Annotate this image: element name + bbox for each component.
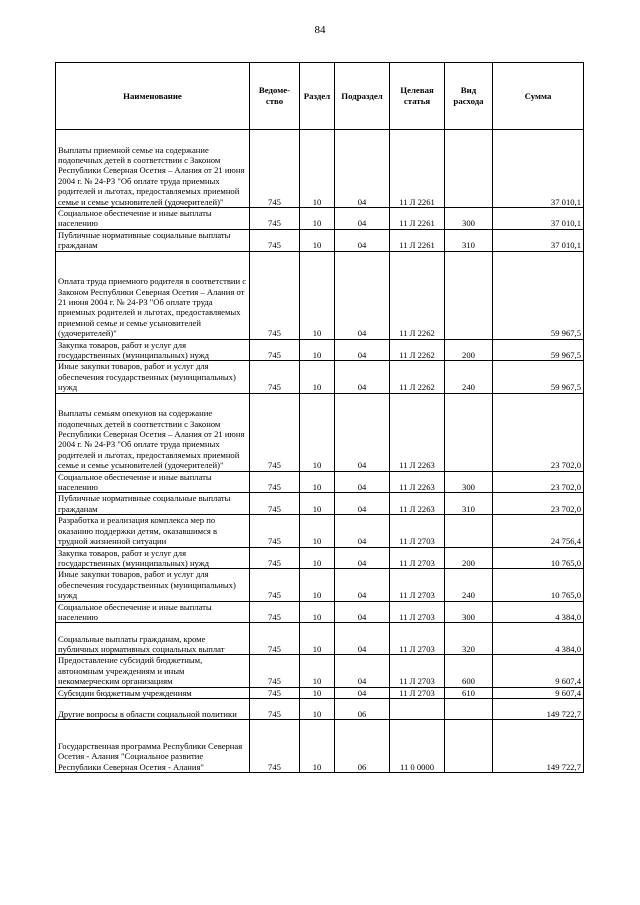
row-expense-type-cell: 300 (445, 601, 493, 623)
row-name-cell: Социальное обеспечение и иные выплаты населению (56, 471, 250, 493)
row-expense-type-cell (445, 515, 493, 547)
row-name-cell: Оплата труда приемного родителя в соответствии с Законом Республики Северная Осетия – Алания от 21 июня 2004 г. № 24-РЗ "Об оплате труда приемных родителей и льготах, предоставляемых приемной семье и семье усыновителей (удочерителей)" (56, 251, 250, 339)
row-name-cell: Субсидии бюджетным учреждениям (56, 687, 250, 698)
row-section-cell: 10 (300, 208, 335, 230)
row-amount-cell: 59 967,5 (493, 361, 584, 393)
row-department-cell: 745 (250, 719, 300, 772)
row-name-cell: Государственная программа Республики Северная Осетия - Алания "Социальное развитие Республики Северная Осетия - Алания" (56, 719, 250, 772)
row-section-cell: 10 (300, 623, 335, 655)
row-subsection-cell: 04 (335, 471, 390, 493)
row-article-cell: 11 Л 2703 (390, 623, 445, 655)
row-section-cell: 10 (300, 361, 335, 393)
row-subsection-cell: 04 (335, 493, 390, 515)
row-section-cell: 10 (300, 229, 335, 251)
row-expense-type-cell (445, 393, 493, 471)
row-section-cell: 10 (300, 569, 335, 601)
row-department-cell: 745 (250, 130, 300, 208)
table-row (56, 471, 584, 493)
row-article-cell: 11 Л 2703 (390, 687, 445, 698)
row-amount-cell: 10 765,0 (493, 547, 584, 569)
row-amount-cell: 149 722,7 (493, 719, 584, 772)
row-expense-type-cell: 610 (445, 687, 493, 698)
row-expense-type-cell: 200 (445, 339, 493, 361)
row-department-cell: 745 (250, 208, 300, 230)
row-name-cell: Иные закупки товаров, работ и услуг для обеспечения государственных (муниципальных) нужд (56, 361, 250, 393)
row-section-cell: 10 (300, 471, 335, 493)
row-article-cell: 11 Л 2263 (390, 493, 445, 515)
row-section-cell: 10 (300, 655, 335, 687)
table-row (56, 208, 584, 230)
row-section-cell: 10 (300, 393, 335, 471)
row-subsection-cell: 04 (335, 515, 390, 547)
row-subsection-cell: 04 (335, 623, 390, 655)
row-department-cell: 745 (250, 601, 300, 623)
row-department-cell: 745 (250, 251, 300, 339)
table-row (56, 251, 584, 339)
table-row (56, 130, 584, 208)
header-amount: Сумма (493, 63, 584, 130)
table-row (56, 229, 584, 251)
table-row (56, 569, 584, 601)
row-department-cell: 745 (250, 515, 300, 547)
header-subsection: Подраздел (335, 63, 390, 130)
row-subsection-cell: 04 (335, 130, 390, 208)
row-expense-type-cell: 320 (445, 623, 493, 655)
row-subsection-cell: 06 (335, 719, 390, 772)
row-name-cell: Социальные выплаты гражданам, кроме публичных нормативных социальных выплат (56, 623, 250, 655)
row-section-cell: 10 (300, 130, 335, 208)
row-department-cell: 745 (250, 471, 300, 493)
row-subsection-cell: 04 (335, 229, 390, 251)
row-subsection-cell: 04 (335, 208, 390, 230)
row-section-cell: 10 (300, 515, 335, 547)
table-row (56, 601, 584, 623)
row-amount-cell: 23 702,0 (493, 471, 584, 493)
row-name-cell: Разработка и реализация комплекса мер по оказанию поддержки детям, оказавшимся в трудной жизненной ситуации (56, 515, 250, 547)
row-article-cell: 11 Л 2703 (390, 547, 445, 569)
row-amount-cell: 59 967,5 (493, 251, 584, 339)
row-article-cell: 11 Л 2262 (390, 361, 445, 393)
row-expense-type-cell (445, 698, 493, 719)
row-department-cell: 745 (250, 655, 300, 687)
table-row (56, 547, 584, 569)
row-section-cell: 10 (300, 493, 335, 515)
header-department: Ведоме-ство (250, 63, 300, 130)
row-department-cell: 745 (250, 547, 300, 569)
row-name-cell: Социальное обеспечение и иные выплаты населению (56, 208, 250, 230)
row-subsection-cell: 04 (335, 655, 390, 687)
row-subsection-cell: 04 (335, 601, 390, 623)
header-section: Раздел (300, 63, 335, 130)
row-department-cell: 745 (250, 569, 300, 601)
row-article-cell: 11 0 0000 (390, 719, 445, 772)
row-name-cell: Социальное обеспечение и иные выплаты населению (56, 601, 250, 623)
row-name-cell: Закупка товаров, работ и услуг для государственных (муниципальных) нужд (56, 547, 250, 569)
table-row (56, 687, 584, 698)
row-name-cell: Предоставление субсидий бюджетным, автономным учреждениям и иным некоммерческим организациям (56, 655, 250, 687)
row-article-cell: 11 Л 2261 (390, 130, 445, 208)
row-article-cell: 11 Л 2261 (390, 229, 445, 251)
row-section-cell: 10 (300, 251, 335, 339)
table-row (56, 361, 584, 393)
row-subsection-cell: 06 (335, 698, 390, 719)
row-subsection-cell: 04 (335, 547, 390, 569)
table-row (56, 719, 584, 772)
row-amount-cell: 4 384,0 (493, 623, 584, 655)
table-row (56, 393, 584, 471)
row-amount-cell: 23 702,0 (493, 393, 584, 471)
row-article-cell (390, 698, 445, 719)
table-row (56, 515, 584, 547)
row-article-cell: 11 Л 2703 (390, 515, 445, 547)
row-expense-type-cell: 300 (445, 208, 493, 230)
row-article-cell: 11 Л 2262 (390, 251, 445, 339)
row-article-cell: 11 Л 2703 (390, 655, 445, 687)
row-amount-cell: 9 607,4 (493, 687, 584, 698)
header-target-article: Целевая статья (390, 63, 445, 130)
row-name-cell: Закупка товаров, работ и услуг для государственных (муниципальных) нужд (56, 339, 250, 361)
row-section-cell: 10 (300, 601, 335, 623)
row-section-cell: 10 (300, 719, 335, 772)
table-row (56, 655, 584, 687)
row-subsection-cell: 04 (335, 569, 390, 601)
header-name: Наименование (56, 63, 250, 130)
row-name-cell: Публичные нормативные социальные выплаты гражданам (56, 493, 250, 515)
row-article-cell: 11 Л 2263 (390, 393, 445, 471)
row-expense-type-cell: 300 (445, 471, 493, 493)
row-name-cell: Другие вопросы в области социальной политики (56, 698, 250, 719)
row-expense-type-cell: 240 (445, 569, 493, 601)
row-name-cell: Выплаты семьям опекунов на содержание подопечных детей в соответствии с Законом Республики Северная Осетия – Алания от 21 июня 2004 г. № 24-РЗ "Об оплате труда приемных родителей и льготах, предоставляемых приемной семье и семье усыновителей (удочерителей)" (56, 393, 250, 471)
row-amount-cell: 37 010,1 (493, 229, 584, 251)
row-article-cell: 11 Л 2703 (390, 601, 445, 623)
row-expense-type-cell: 200 (445, 547, 493, 569)
row-subsection-cell: 04 (335, 251, 390, 339)
page-number: 84 (314, 24, 326, 36)
row-amount-cell: 37 010,1 (493, 130, 584, 208)
row-expense-type-cell: 310 (445, 229, 493, 251)
row-amount-cell: 149 722,7 (493, 698, 584, 719)
row-amount-cell: 4 384,0 (493, 601, 584, 623)
row-expense-type-cell (445, 719, 493, 772)
row-amount-cell: 24 756,4 (493, 515, 584, 547)
table-header-row (56, 63, 584, 130)
row-amount-cell: 23 702,0 (493, 493, 584, 515)
row-expense-type-cell: 240 (445, 361, 493, 393)
row-article-cell: 11 Л 2262 (390, 339, 445, 361)
row-department-cell: 745 (250, 698, 300, 719)
budget-table (55, 62, 584, 773)
header-expense-type: Вид расхода (445, 63, 493, 130)
row-section-cell: 10 (300, 687, 335, 698)
row-subsection-cell: 04 (335, 687, 390, 698)
row-name-cell: Публичные нормативные социальные выплаты гражданам (56, 229, 250, 251)
row-section-cell: 10 (300, 698, 335, 719)
row-name-cell: Выплаты приемной семье на содержание подопечных детей в соответствии с Законом Республики Северная Осетия – Алания от 21 июня 2004 г. № 24-РЗ "Об оплате труда приемных родителей и льготах, предоставляемых приемной семье и семье усыновителей (удочерителей)" (56, 130, 250, 208)
table-row (56, 493, 584, 515)
row-department-cell: 745 (250, 339, 300, 361)
row-name-cell: Иные закупки товаров, работ и услуг для обеспечения государственных (муниципальных) нужд (56, 569, 250, 601)
row-section-cell: 10 (300, 547, 335, 569)
row-amount-cell: 59 967,5 (493, 339, 584, 361)
row-amount-cell: 10 765,0 (493, 569, 584, 601)
row-amount-cell: 9 607,4 (493, 655, 584, 687)
row-expense-type-cell: 600 (445, 655, 493, 687)
row-department-cell: 745 (250, 361, 300, 393)
row-department-cell: 745 (250, 229, 300, 251)
table-row (56, 698, 584, 719)
table-row (56, 339, 584, 361)
row-subsection-cell: 04 (335, 361, 390, 393)
row-article-cell: 11 Л 2703 (390, 569, 445, 601)
row-subsection-cell: 04 (335, 339, 390, 361)
row-expense-type-cell (445, 251, 493, 339)
row-subsection-cell: 04 (335, 393, 390, 471)
row-department-cell: 745 (250, 393, 300, 471)
row-expense-type-cell: 310 (445, 493, 493, 515)
row-amount-cell: 37 010,1 (493, 208, 584, 230)
row-expense-type-cell (445, 130, 493, 208)
row-department-cell: 745 (250, 687, 300, 698)
row-department-cell: 745 (250, 623, 300, 655)
row-section-cell: 10 (300, 339, 335, 361)
row-department-cell: 745 (250, 493, 300, 515)
row-article-cell: 11 Л 2263 (390, 471, 445, 493)
table-row (56, 623, 584, 655)
row-article-cell: 11 Л 2261 (390, 208, 445, 230)
